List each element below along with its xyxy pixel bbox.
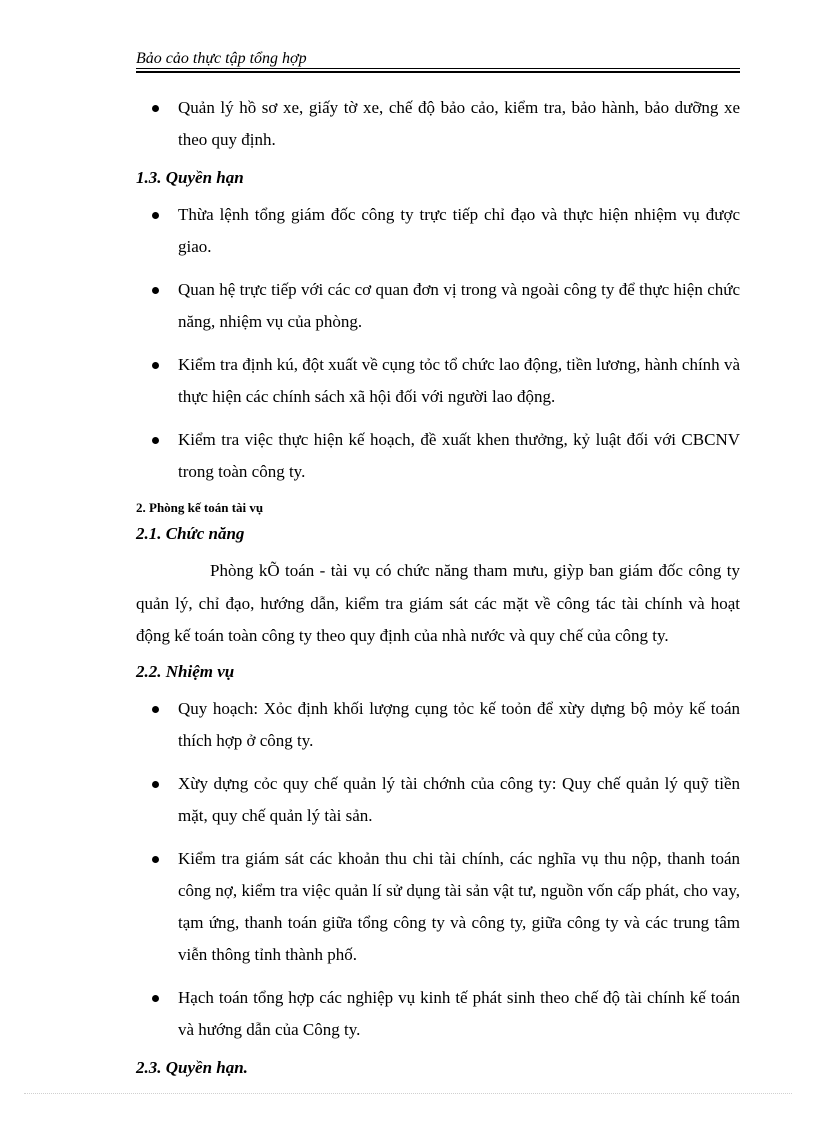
bullet-item [136, 92, 740, 156]
document-body [136, 92, 740, 1089]
bullet-item [136, 349, 740, 413]
page-header-title: Bảo cảo thực tập tổng hợp [136, 50, 307, 67]
bullet-item [136, 843, 740, 971]
bullet-icon [152, 856, 159, 863]
bullet-item [136, 693, 740, 757]
bullet-icon [152, 706, 159, 713]
bullet-text: Thừa lệnh tổng giám đốc công ty trực tiếp chỉ đạo và thực hiện nhiệm vụ được giao. [178, 205, 740, 256]
bullet-icon [152, 995, 159, 1002]
bullet-icon [152, 437, 159, 444]
bullet-text: Hạch toán tổng hợp các nghiệp vụ kinh tế phát sinh theo chế độ tài chính kế toán và hướng dẫn của Công ty. [178, 987, 740, 1039]
bullet-icon [152, 105, 159, 112]
bullet-item [136, 424, 740, 488]
bullet-text: Kiểm tra định kú, đột xuất về cụng tỏc tổ chức lao động, tiền lương, hành chính và thực hiện các chính sách xã hội đối với người lao động. [178, 355, 740, 406]
header-rule-thick [136, 71, 740, 73]
bullet-item [136, 274, 740, 338]
bullet-icon [152, 362, 159, 369]
bullet-text: Quản lý hồ sơ xe, giấy tờ xe, chế độ bảo cảo, kiểm tra, bảo hành, bảo dưỡng xe theo quy định. [178, 98, 740, 149]
subsection-heading: 2.1. Chức năng [136, 524, 245, 543]
bullet-text: Kiểm tra việc thực hiện kế hoạch, đề xuất khen thưởng, kỷ luật đối với CBCNV trong toàn công ty. [178, 430, 740, 481]
subsection-heading: 2.2. Nhiệm vụ [136, 661, 235, 681]
bullet-item [136, 982, 740, 1046]
bullet-icon [152, 212, 159, 219]
page-bottom-divider [24, 1093, 792, 1094]
bullet-text: Xừy dựng cỏc quy chế quản lý tài chớnh của công ty: Quy chế quản lý quỹ tiền mặt, quy chế quản lý tài sản. [178, 773, 740, 825]
bullet-icon [152, 287, 159, 294]
subsection-heading: 1.3. Quyền hạn [136, 168, 244, 187]
header-rule [136, 68, 740, 69]
subsection-heading: 2.3. Quyền hạn. [136, 1057, 248, 1077]
section-heading: 2. Phòng kế toán tài vụ [136, 500, 264, 515]
body-paragraph: Phòng kÕ toán - tài vụ có chức năng tham mưu, giỳp ban giám đốc công ty quản lý, chỉ đạo, hướng dẫn, kiểm tra giám sát các mặt về công tác tài chính và hoạt động kế toán toàn công ty theo quy định của nhà nước và quy chế của công ty. [136, 561, 740, 645]
bullet-icon [152, 781, 159, 788]
bullet-text: Kiểm tra giám sát các khoản thu chi tài chính, các nghĩa vụ thu nộp, thanh toán công nợ, kiểm tra việc quản lí sử dụng tài sản vật tư, nguồn vốn cấp phát, cho vay, tạm ứng, thanh toán giữa tổng công ty và công ty, giữa công ty và các trung tâm viễn thông tỉnh thành phố. [178, 848, 740, 964]
bullet-text: Quy hoạch: Xỏc định khối lượng cụng tỏc kế toỏn để xừy dựng bộ mỏy kế toán thích hợp ở công ty. [178, 698, 740, 750]
bullet-item [136, 199, 740, 263]
bullet-text: Quan hệ trực tiếp với các cơ quan đơn vị trong và ngoài công ty để thực hiện chức năng, nhiệm vụ của phòng. [178, 280, 740, 331]
bullet-item [136, 768, 740, 832]
